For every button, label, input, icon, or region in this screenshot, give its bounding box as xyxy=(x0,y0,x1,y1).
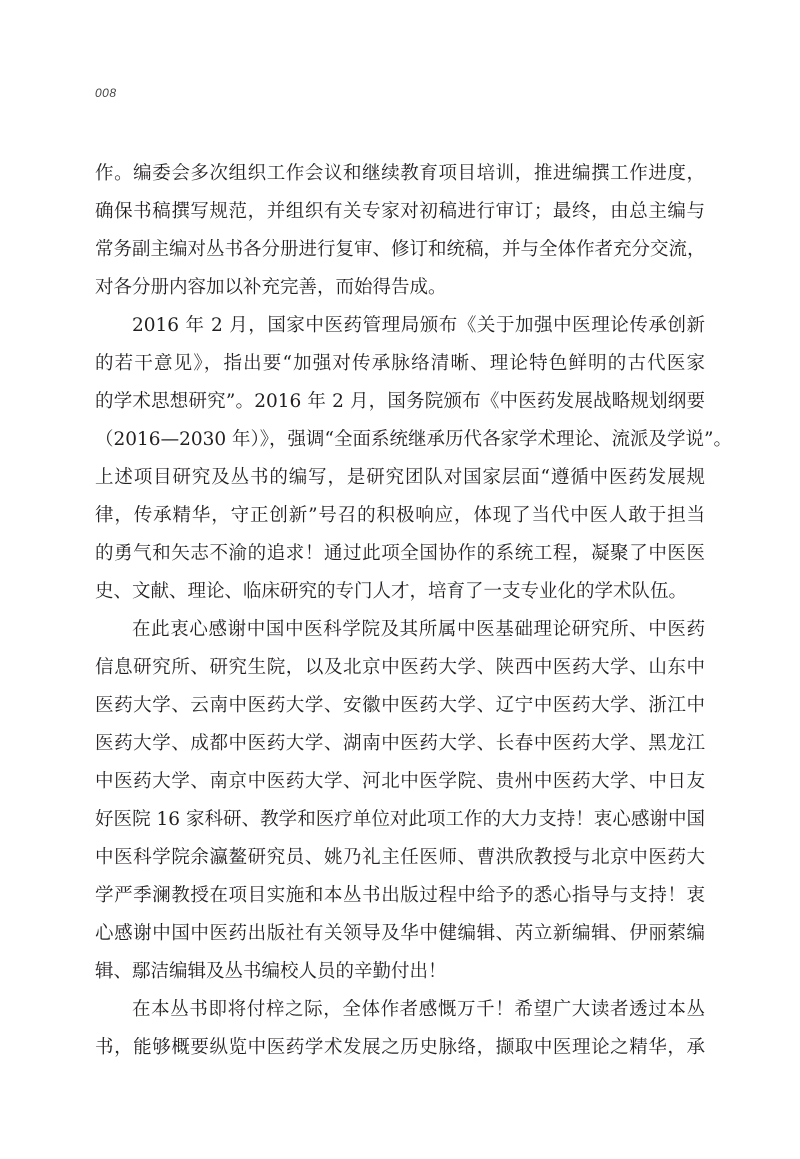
body-text xyxy=(95,155,732,1067)
text-line: 医药大学、成都中医药大学、湖南中医药大学、长春中医药大学、黑龙江 xyxy=(95,733,705,754)
text-line: 书，能够概要纵览中医药学术发展之历史脉络，撷取中医理论之精华，承 xyxy=(95,1037,705,1058)
text-line: 确保书稿撰写规范，并组织有关专家对初稿进行审订；最终，由总主编与 xyxy=(95,201,705,222)
text-line: 的学术思想研究”。2016 年 2 月，国务院颁布《中医药发展战略规划纲要 xyxy=(95,391,705,412)
text-line: 在本丛书即将付梓之际，全体作者感慨万千！希望广大读者透过本丛 xyxy=(132,999,705,1020)
text-line: 常务副主编对丛书各分册进行复审、修订和统稿，并与全体作者充分交流， xyxy=(95,239,706,260)
page-number: 008 xyxy=(95,86,117,100)
text-line: 的勇气和矢志不渝的追求！通过此项全国协作的系统工程，凝聚了中医医 xyxy=(95,543,705,564)
text-line: 2016 年 2 月，国家中医药管理局颁布《关于加强中医理论传承创新 xyxy=(132,315,705,336)
text-line: 作。编委会多次组织工作会议和继续教育项目培训，推进编撰工作进度， xyxy=(95,163,705,184)
text-line: 在此衷心感谢中国中医科学院及其所属中医基础理论研究所、中医药 xyxy=(132,619,705,640)
text-line: 辑、鄢洁编辑及丛书编校人员的辛勤付出！ xyxy=(95,961,447,982)
text-line: 心感谢中国中医药出版社有关领导及华中健编辑、芮立新编辑、伊丽萦编 xyxy=(95,923,705,944)
text-line: 信息研究所、研究生院，以及北京中医药大学、陕西中医药大学、山东中 xyxy=(95,657,705,678)
paragraph xyxy=(95,991,705,1067)
text-line: 史、文献、理论、临床研究的专门人才，培育了一支专业化的学术队伍。 xyxy=(95,581,688,602)
text-line: 学严季澜教授在项目实施和本丛书出版过程中给予的悉心指导与支持！衷 xyxy=(95,885,705,906)
text-line: 医药大学、云南中医药大学、安徽中医药大学、辽宁中医药大学、浙江中 xyxy=(95,695,705,716)
text-line: 对各分册内容加以补充完善，而始得告成。 xyxy=(95,277,447,298)
paragraph xyxy=(95,611,705,991)
text-line: 的若干意见》，指出要“加强对传承脉络清晰、理论特色鲜明的古代医家 xyxy=(95,353,705,374)
text-line: 好医院 16 家科研、教学和医疗单位对此项工作的大力支持！衷心感谢中国 xyxy=(95,809,705,830)
paragraph xyxy=(95,307,732,611)
text-line: 中医科学院余瀛鳌研究员、姚乃礼主任医师、曹洪欣教授与北京中医药大 xyxy=(95,847,705,868)
text-line: 上述项目研究及丛书的编写，是研究团队对国家层面“遵循中医药发展规 xyxy=(95,467,705,488)
text-line: （2016—2030 年）》，强调“全面系统继承历代各家学术理论、流派及学说”。 xyxy=(95,429,732,450)
paragraph xyxy=(95,155,705,307)
text-line: 律，传承精华，守正创新”号召的积极响应，体现了当代中医人敢于担当 xyxy=(95,505,705,526)
text-line: 中医药大学、南京中医药大学、河北中医学院、贵州中医药大学、中日友 xyxy=(95,771,705,792)
